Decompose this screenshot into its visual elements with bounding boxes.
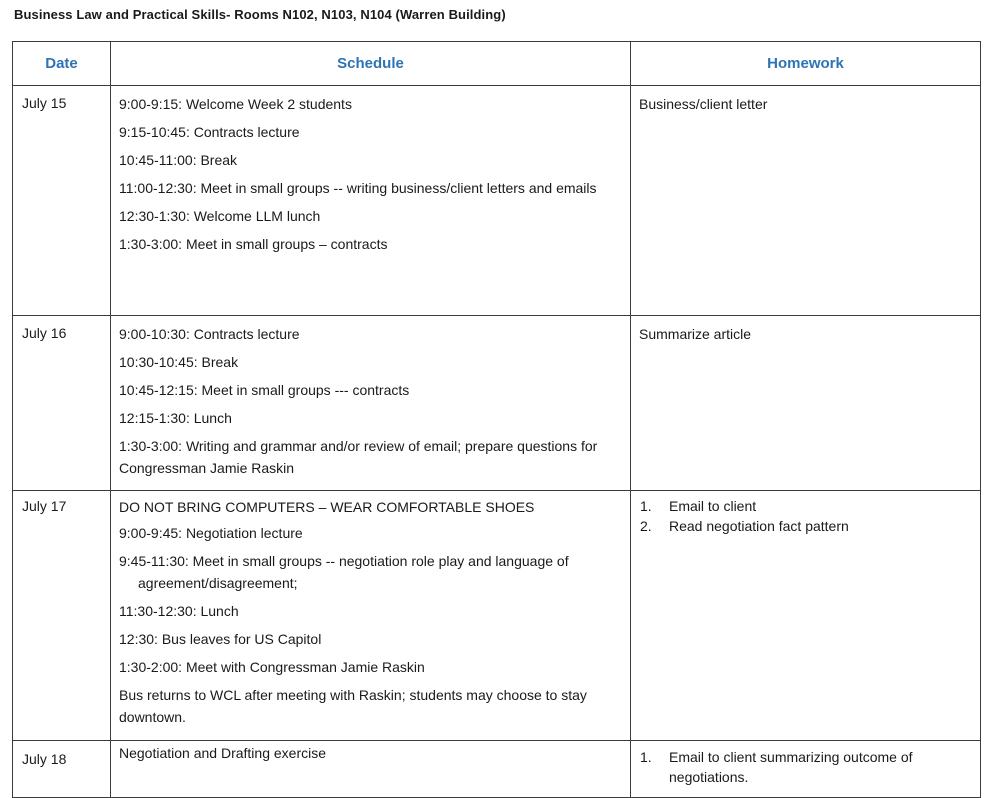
schedule-line: Bus returns to WCL after meeting with Raskin; students may choose to stay downtown. (119, 687, 587, 725)
schedule-line: Negotiation and Drafting exercise (119, 745, 327, 761)
homework-item (639, 496, 972, 516)
schedule-line: 9:00-10:30: Contracts lecture (119, 326, 300, 342)
schedule-line: 9:00-9:15: Welcome Week 2 students (119, 96, 352, 112)
homework-number: 2. (640, 518, 652, 534)
homework-text: Business/client letter (639, 96, 768, 112)
homework-number: 1. (640, 498, 652, 514)
table-row (13, 316, 981, 491)
homework-cell (631, 316, 981, 491)
schedule-line: 12:30-1:30: Welcome LLM lunch (119, 208, 321, 224)
schedule-line: 1:30-2:00: Meet with Congressman Jamie Raskin (119, 659, 425, 675)
date-cell: July 16 (13, 316, 111, 491)
document-title: Business Law and Practical Skills- Rooms N102, N103, N104 (Warren Building) (14, 7, 506, 22)
header-homework: Homework (631, 42, 981, 86)
schedule-line: 11:30-12:30: Lunch (119, 603, 239, 619)
homework-cell (631, 86, 981, 316)
table-row (13, 741, 981, 798)
schedule-cell (111, 491, 631, 741)
homework-text: Summarize article (639, 326, 752, 342)
schedule-line: 9:00-9:45: Negotiation lecture (119, 525, 303, 541)
schedule-line: 9:15-10:45: Contracts lecture (119, 124, 300, 140)
table-row (13, 491, 981, 741)
homework-item-text: Email to client summarizing outcome of negotiations. (669, 749, 913, 785)
schedule-cell (111, 316, 631, 491)
schedule-line: 10:30-10:45: Break (119, 354, 239, 370)
schedule-cell (111, 86, 631, 316)
homework-cell (631, 491, 981, 741)
schedule-line: 10:45-11:00: Break (119, 152, 238, 168)
schedule-line: 1:30-3:00: Meet in small groups – contracts (119, 236, 388, 252)
schedule-line: 9:45-11:30: Meet in small groups -- negotiation role play and language of agreement/disagreement; (119, 553, 569, 591)
date-cell: July 17 (13, 491, 111, 741)
schedule-line: 12:15-1:30: Lunch (119, 410, 232, 426)
date-cell: July 18 (13, 741, 111, 798)
schedule-cell (111, 741, 631, 798)
date-cell: July 15 (13, 86, 111, 316)
schedule-table (12, 41, 981, 798)
homework-list (639, 747, 972, 787)
homework-item-text: Read negotiation fact pattern (669, 518, 849, 534)
schedule-line: 11:00-12:30: Meet in small groups -- writing business/client letters and emails (119, 180, 597, 196)
schedule-line: 1:30-3:00: Writing and grammar and/or review of email; prepare questions for Congressman Jamie Raskin (119, 438, 598, 476)
homework-cell (631, 741, 981, 798)
homework-item (639, 747, 972, 787)
schedule-line: 12:30: Bus leaves for US Capitol (119, 631, 322, 647)
header-row (13, 42, 981, 86)
homework-item-text: Email to client (669, 498, 757, 514)
schedule-line: DO NOT BRING COMPUTERS – WEAR COMFORTABLE SHOES (119, 499, 535, 515)
homework-number: 1. (640, 749, 652, 765)
schedule-line: 10:45-12:15: Meet in small groups --- contracts (119, 382, 410, 398)
header-schedule: Schedule (111, 42, 631, 86)
homework-list (639, 496, 972, 536)
header-date: Date (13, 42, 111, 86)
table-row (13, 86, 981, 316)
homework-item (639, 516, 972, 536)
